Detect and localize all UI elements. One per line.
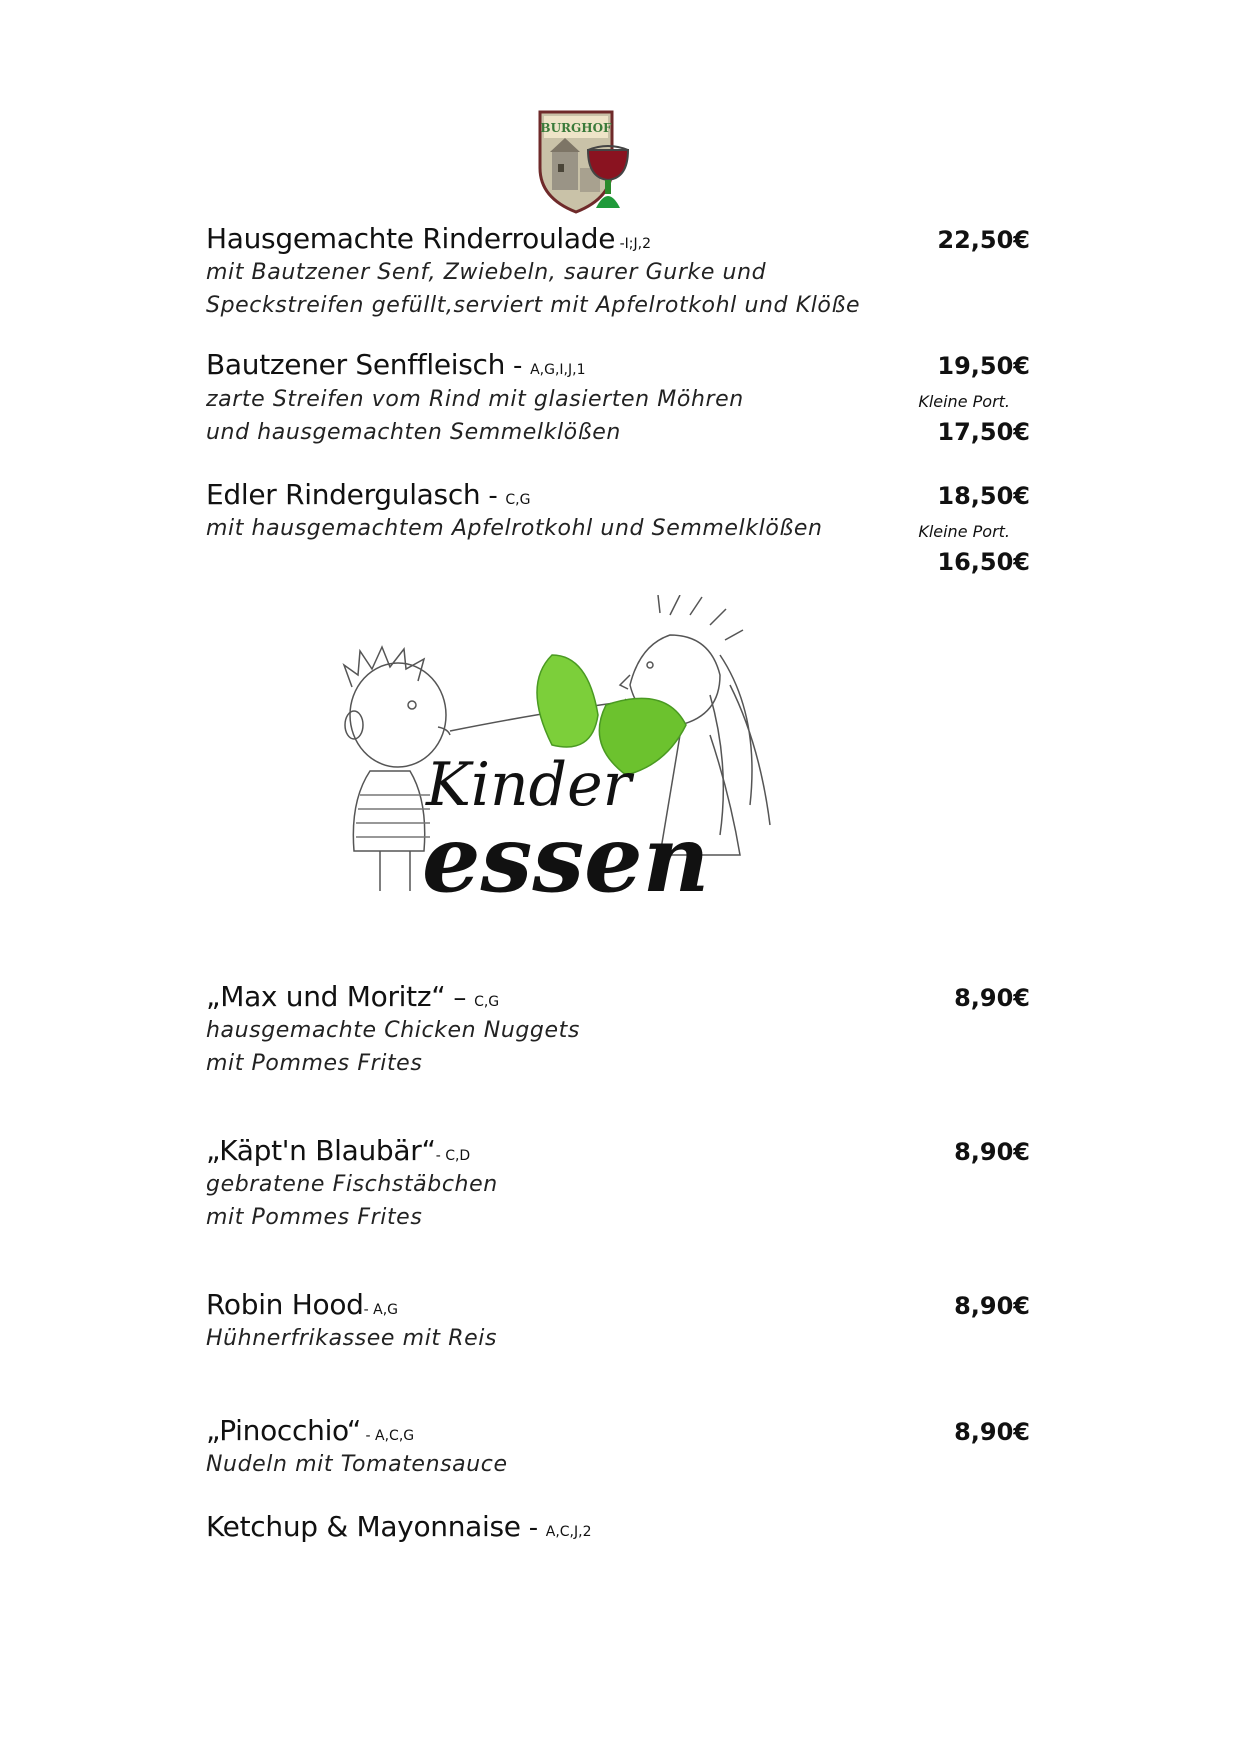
kids-item-price: 8,90€	[954, 1418, 1030, 1446]
menu-item-price: 22,50€	[937, 226, 1030, 254]
kids-item-title: „Käpt'n Blaubär“- C,D	[206, 1134, 471, 1167]
burghof-logo	[536, 108, 636, 216]
menu-item-price: 19,50€	[937, 352, 1030, 380]
leaf-shape	[537, 655, 598, 747]
kids-item-description: Nudeln mit Tomatensauce	[206, 1452, 508, 1477]
small-portion-price: 17,50€	[937, 418, 1030, 446]
kids-item-price: 8,90€	[954, 984, 1030, 1012]
kids-item-title: „Pinocchio“ - A,C,G	[206, 1414, 415, 1447]
menu-item-price: 18,50€	[937, 482, 1030, 510]
small-portion-label: Kleine Port.	[918, 392, 1010, 411]
menu-item-description: mit hausgemachtem Apfelrotkohl und Semmelklößen	[206, 516, 823, 541]
menu-item-title: Edler Rindergulasch - C,G	[206, 478, 531, 511]
menu-item-title: Bautzener Senffleisch - A,G,I,J,1	[206, 348, 586, 381]
kinder-heading-line2: essen	[422, 805, 710, 913]
kinder-heading-line1: Kinder	[426, 750, 632, 820]
menu-item-description: zarte Streifen vom Rind mit glasierten Möhren und hausgemachten Semmelklößen	[206, 387, 744, 445]
kids-item-title: „Max und Moritz“ – C,G	[206, 980, 500, 1013]
kids-item-title: Robin Hood- A,G	[206, 1288, 399, 1321]
menu-item-title: Hausgemachte Rinderroulade -I;J,2	[206, 222, 651, 255]
kids-item-price: 8,90€	[954, 1292, 1030, 1320]
kids-item-price: 8,90€	[954, 1138, 1030, 1166]
kids-item-description: Hühnerfrikassee mit Reis	[206, 1326, 498, 1351]
menu-item-description: mit Bautzener Senf, Zwiebeln, saurer Gurke und Speckstreifen gefüllt,serviert mit Apfelrotkohl und Klöße	[206, 260, 861, 318]
kids-item-description: hausgemachte Chicken Nuggets mit Pommes Frites	[206, 1018, 580, 1076]
kids-item-description: gebratene Fischstäbchen mit Pommes Frites	[206, 1172, 498, 1230]
kinder-essen-illustration	[330, 595, 820, 925]
condiments-title: Ketchup & Mayonnaise - A,C,J,2	[206, 1510, 592, 1543]
small-portion-price: 16,50€	[937, 548, 1030, 576]
logo-text: BURGHOF	[540, 121, 612, 135]
small-portion-label: Kleine Port.	[918, 522, 1010, 541]
